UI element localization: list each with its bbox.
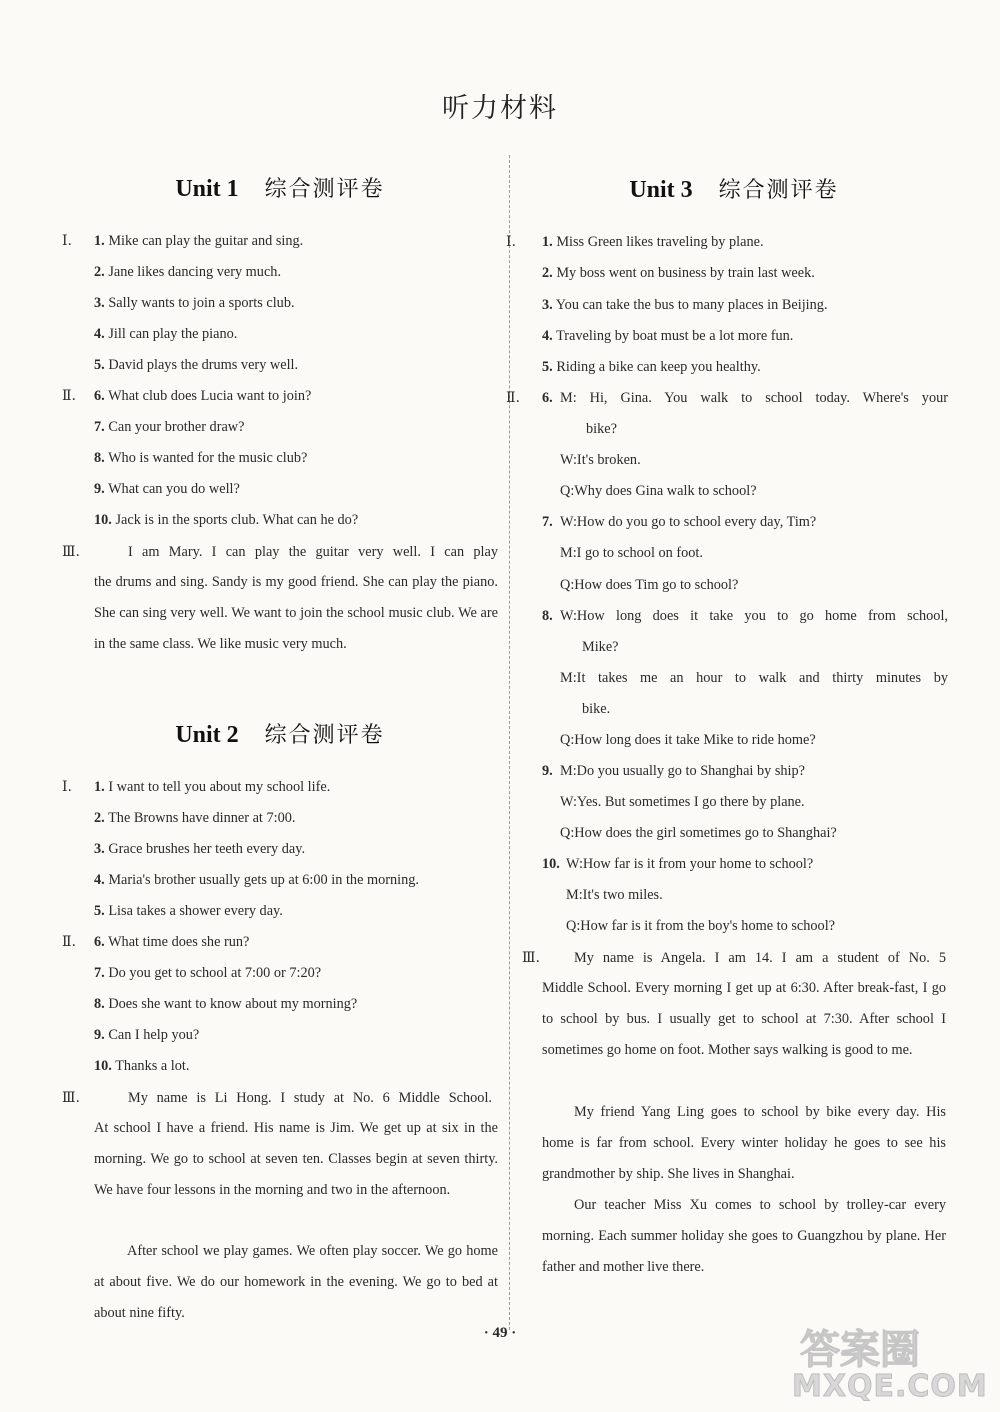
- unit3-q10-line: M:It's two miles.: [566, 887, 663, 903]
- unit3-sec3-passage-2: My friend Yang Ling goes to school by bike every day. His home is far from school. Every winter holiday he goes to see his grandmother by ship. She lives in Shanghai.: [542, 1104, 946, 1182]
- unit3-sec1-numeral: Ⅰ.: [506, 234, 516, 250]
- unit3-q8-line: Q:How long does it take Mike to ride home?: [560, 732, 816, 748]
- unit2-sec1-numeral: Ⅰ.: [62, 779, 72, 795]
- unit3-q9-line: W:Yes. But sometimes I go there by plane.: [560, 794, 805, 810]
- unit1-sec1-item: 2. Jane likes dancing very much.: [94, 264, 282, 280]
- unit1-heading: [70, 172, 490, 203]
- unit1-sec1-item: 5. David plays the drums very well.: [94, 357, 299, 373]
- unit2-sec3-numeral: Ⅲ.: [62, 1090, 80, 1106]
- unit2-sec2-item: 7. Do you get to school at 7:00 or 7:20?: [94, 965, 322, 981]
- unit2-sec1-item: 3. Grace brushes her teeth every day.: [94, 841, 306, 857]
- unit1-sec1-numeral: Ⅰ.: [62, 233, 72, 249]
- unit3-sec1-item: 2. My boss went on business by train last week.: [542, 265, 815, 281]
- unit3-sec3-first-line: My name is Angela. I am 14. I am a student of No. 5: [574, 950, 946, 966]
- unit3-sec3-passage: Middle School. Every morning I get up at 6:30. After break-fast, I go to school by bus. I usually get to school at 7:30. After school I sometimes go home on foot. Mother says walking is good to me.: [542, 980, 946, 1058]
- unit3-q6-line: Q:Why does Gina walk to school?: [560, 483, 757, 499]
- unit2-heading-cn: 综合测评卷: [264, 723, 385, 748]
- unit3-q9-number: 9.: [542, 763, 553, 779]
- unit3-sec1-item: 4. Traveling by boat must be a lot more fun.: [542, 328, 794, 344]
- unit1-sec3-numeral: Ⅲ.: [62, 544, 80, 560]
- unit2-sec2-item: 6. What time does she run?: [94, 934, 250, 950]
- unit3-q10-line: W:How far is it from your home to school?: [566, 856, 814, 872]
- unit3-q6-line: bike?: [586, 421, 617, 437]
- unit3-q9-line: Q:How does the girl sometimes go to Shanghai?: [560, 825, 837, 841]
- column-divider: [509, 155, 510, 1330]
- watermark-text: MXQE.COM: [792, 1369, 988, 1404]
- unit3-q8-line: bike.: [582, 701, 611, 717]
- unit1-sec2-item: 6. What club does Lucia want to join?: [94, 388, 312, 404]
- unit2-sec2-numeral: Ⅱ.: [62, 934, 76, 950]
- unit1-sec1-item: 3. Sally wants to join a sports club.: [94, 295, 295, 311]
- unit3-q7-line: W:How do you go to school every day, Tim?: [560, 514, 817, 530]
- unit2-heading-unit: Unit 2: [175, 722, 239, 748]
- unit1-heading-unit: Unit 1: [175, 176, 239, 202]
- unit1-sec3-first-line: I am Mary. I can play the guitar very well. I can play: [128, 544, 498, 560]
- unit1-sec2-item: 7. Can your brother draw?: [94, 419, 245, 435]
- unit3-q7-line: Q:How does Tim go to school?: [560, 577, 739, 593]
- unit1-sec3-passage: the drums and sing. Sandy is my good friend. She can play the piano. She can sing very well. We want to join the school music club. We are in the same class. We like music very much.: [94, 574, 498, 652]
- unit1-sec2-numeral: Ⅱ.: [62, 388, 76, 404]
- unit1-sec2-item: 8. Who is wanted for the music club?: [94, 450, 308, 466]
- watermark: [792, 1318, 992, 1404]
- unit3-q7-line: M:I go to school on foot.: [560, 545, 703, 561]
- unit3-sec3-numeral: Ⅲ.: [522, 950, 540, 966]
- unit2-sec1-item: 4. Maria's brother usually gets up at 6:00 in the morning.: [94, 872, 420, 888]
- unit1-sec2-item: 9. What can you do well?: [94, 481, 240, 497]
- unit3-q7-number: 7.: [542, 514, 553, 530]
- unit2-sec3-first-line: My name is Li Hong. I study at No. 6 Middle School.: [128, 1090, 492, 1106]
- unit3-sec1-item: 5. Riding a bike can keep you healthy.: [542, 359, 761, 375]
- unit3-q10-line: Q:How far is it from the boy's home to school?: [566, 918, 836, 934]
- unit3-q8-number: 8.: [542, 608, 553, 624]
- unit1-heading-cn: 综合测评卷: [264, 177, 385, 202]
- unit2-sec1-item: 2. The Browns have dinner at 7:00.: [94, 810, 296, 826]
- unit2-sec2-item: 10. Thanks a lot.: [94, 1058, 190, 1074]
- unit2-sec1-item: 5. Lisa takes a shower every day.: [94, 903, 283, 919]
- unit3-q10-number: 10.: [542, 856, 560, 872]
- unit1-sec2-item: 10. Jack is in the sports club. What can he do?: [94, 512, 359, 528]
- unit3-q9-line: M:Do you usually go to Shanghai by ship?: [560, 763, 806, 779]
- unit2-sec3-passage: At school I have a friend. His name is Jim. We get up at six in the morning. We go to school at seven ten. Classes begin at seven thirty. We have four lessons in the morning and two in the afternoon.: [94, 1120, 498, 1198]
- unit2-heading: [70, 718, 490, 749]
- unit3-q8-line: W:How long does it take you to go home from school,: [560, 608, 948, 624]
- unit3-sec3-passage-3: Our teacher Miss Xu comes to school by trolley-car every morning. Each summer holiday she goes to Guangzhou by plane. Her father and mother live there.: [542, 1197, 946, 1275]
- unit2-sec1-item: 1. I want to tell you about my school life.: [94, 779, 331, 795]
- unit1-sec1-item: 1. Mike can play the guitar and sing.: [94, 233, 304, 249]
- unit3-sec1-item: 1. Miss Green likes traveling by plane.: [542, 234, 764, 250]
- unit2-sec2-item: 9. Can I help you?: [94, 1027, 200, 1043]
- unit3-heading: [518, 173, 950, 204]
- unit3-q6-number: 6.: [542, 390, 553, 406]
- unit3-q8-line: M:It takes me an hour to walk and thirty minutes by: [560, 670, 948, 686]
- watermark-logo: 答案圈: [800, 1327, 920, 1373]
- page-title: 听力材料: [442, 93, 558, 124]
- unit3-q8-line: Mike?: [582, 639, 619, 655]
- page-number: · 49 ·: [483, 1325, 517, 1341]
- unit3-heading-unit: Unit 3: [629, 177, 693, 203]
- unit3-sec2-numeral: Ⅱ.: [506, 390, 520, 406]
- unit3-q6-line: W:It's broken.: [560, 452, 641, 468]
- unit2-sec3-passage-2: After school we play games. We often play soccer. We go home at about five. We do our homework in the evening. We go to bed at about nine fifty.: [94, 1243, 498, 1321]
- unit3-heading-cn: 综合测评卷: [718, 178, 839, 203]
- unit3-q6-line: M: Hi, Gina. You walk to school today. Where's your: [560, 390, 948, 406]
- unit2-sec2-item: 8. Does she want to know about my morning?: [94, 996, 358, 1012]
- unit3-sec1-item: 3. You can take the bus to many places in Beijing.: [542, 297, 828, 313]
- unit1-sec1-item: 4. Jill can play the piano.: [94, 326, 238, 342]
